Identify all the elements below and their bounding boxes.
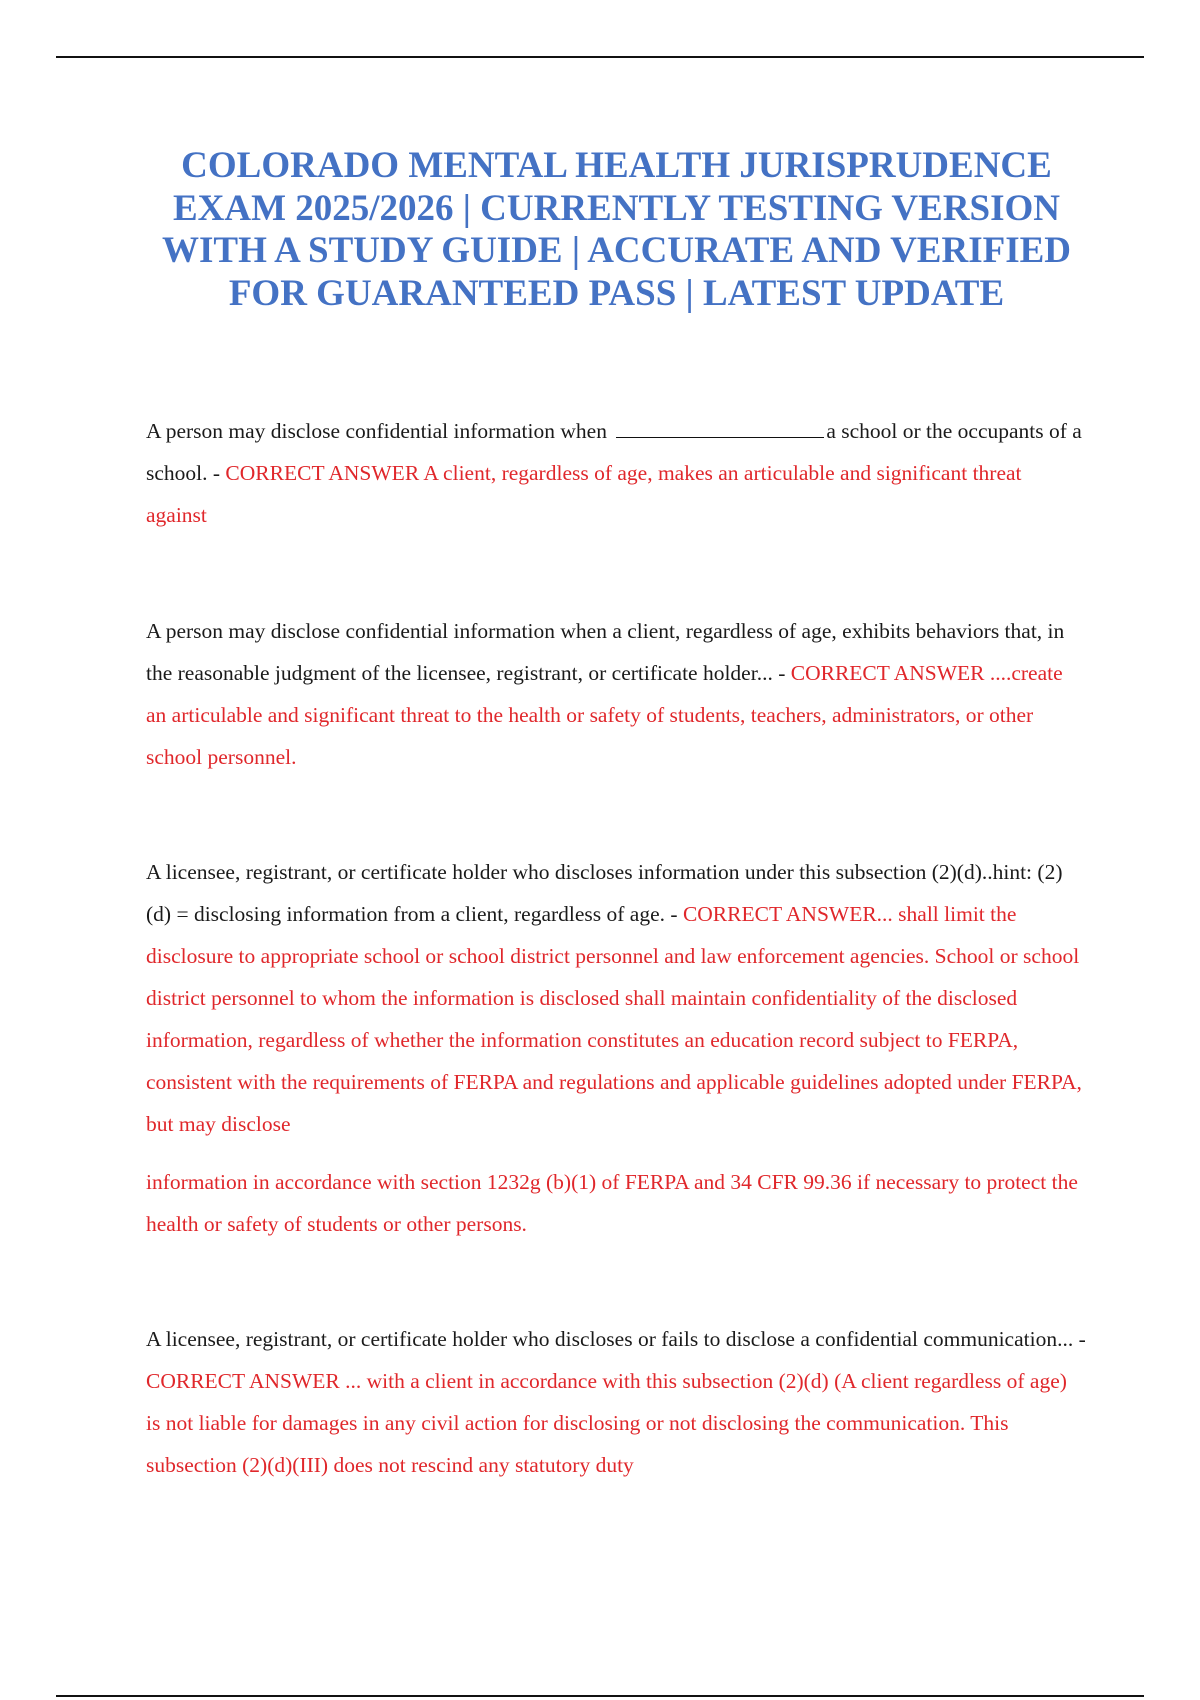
question-text: A licensee, registrant, or certificate holder who discloses information under this subsection (2)(d)..hint: (2)(d) = disclosing information from a client, regardless of age. - bbox=[146, 860, 1063, 926]
document-title: COLORADO MENTAL HEALTH JURISPRUDENCE EXAM 2025/2026 | CURRENTLY TESTING VERSION WITH A STUDY GUIDE | ACCURATE AND VERIFIED FOR GUARANTEED PASS | LATEST UPDATE bbox=[162, 145, 1071, 314]
fill-in-blank-line bbox=[616, 419, 824, 438]
question-text-part-1: A person may disclose confidential information when bbox=[146, 419, 613, 443]
question-text: A person may disclose confidential information when a client, regardless of age, exhibits behaviors that, in the reasonable judgment of the licensee, registrant, or certificate holder... - bbox=[146, 619, 1065, 685]
answer-text-continued: information in accordance with section 1232g (b)(1) of FERPA and 34 CFR 99.36 if necessary to protect the health or safety of students or other persons. bbox=[146, 1170, 1078, 1236]
question-text-part-2: a school or the occupants of a school. - bbox=[146, 419, 1082, 485]
qa-item-2 bbox=[146, 610, 1086, 778]
answer-text: CORRECT ANSWER ....create an articulable and significant threat to the health or safety of students, teachers, administrators, or other school personnel. bbox=[146, 661, 1063, 769]
qa-item-4 bbox=[146, 1318, 1086, 1486]
answer-text: CORRECT ANSWER... shall limit the disclosure to appropriate school or school district personnel and law enforcement agencies. School or school district personnel to whom the information is disclosed shall maintain confidentiality of the disclosed information, regardless of whether the information constitutes an education record subject to FERPA, consistent with the requirements of FERPA and regulations and applicable guidelines adopted under FERPA, but may disclose bbox=[146, 902, 1082, 1136]
qa-item-1 bbox=[146, 410, 1086, 536]
qa-item-3 bbox=[146, 851, 1086, 1245]
paragraph-gap bbox=[146, 1145, 1086, 1161]
question-text: A licensee, registrant, or certificate holder who discloses or fails to disclose a confidential communication... - bbox=[146, 1327, 1086, 1351]
answer-text: CORRECT ANSWER ... with a client in accordance with this subsection (2)(d) (A client regardless of age) is not liable for damages in any civil action for disclosing or not disclosing the communication. This subsection (2)(d)(III) does not rescind any statutory duty bbox=[146, 1369, 1067, 1477]
answer-text: CORRECT ANSWER A client, regardless of age, makes an articulable and significant threat against bbox=[146, 461, 1022, 527]
bottom-horizontal-rule bbox=[56, 1695, 1144, 1697]
top-horizontal-rule bbox=[56, 56, 1144, 58]
